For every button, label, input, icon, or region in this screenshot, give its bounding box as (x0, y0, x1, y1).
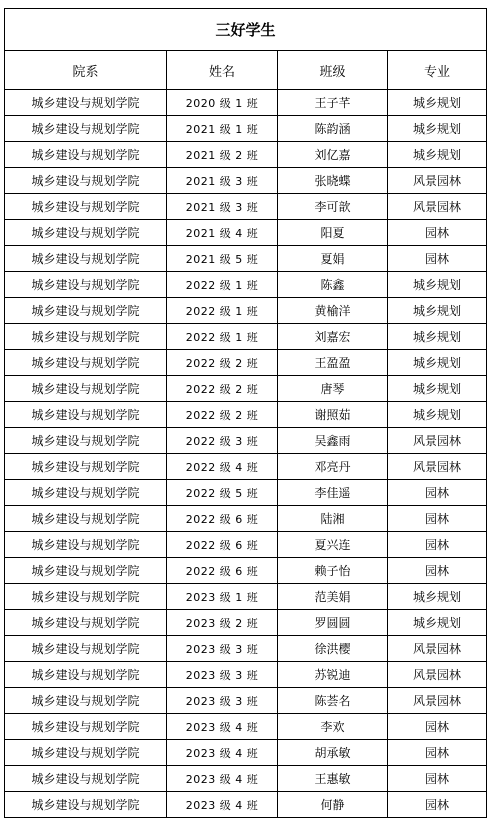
cell-department: 城乡建设与规划学院 (5, 168, 167, 194)
cell-class: 2023 级 4 班 (167, 714, 278, 740)
cell-department: 城乡建设与规划学院 (5, 532, 167, 558)
cell-department: 城乡建设与规划学院 (5, 428, 167, 454)
cell-department: 城乡建设与规划学院 (5, 220, 167, 246)
table-row (5, 90, 487, 116)
cell-department: 城乡建设与规划学院 (5, 766, 167, 792)
cell-class: 2021 级 1 班 (167, 116, 278, 142)
table-row (5, 402, 487, 428)
cell-name: 何静 (278, 792, 388, 818)
cell-department: 城乡建设与规划学院 (5, 610, 167, 636)
cell-major: 城乡规划 (388, 142, 487, 168)
cell-major: 园林 (388, 480, 487, 506)
cell-major: 风景园林 (388, 636, 487, 662)
cell-major: 园林 (388, 740, 487, 766)
cell-class: 2021 级 4 班 (167, 220, 278, 246)
cell-class: 2022 级 4 班 (167, 454, 278, 480)
table-row (5, 428, 487, 454)
cell-name: 邓亮丹 (278, 454, 388, 480)
cell-name: 胡承敏 (278, 740, 388, 766)
cell-major: 城乡规划 (388, 350, 487, 376)
cell-class: 2021 级 3 班 (167, 168, 278, 194)
header-class: 班级 (278, 51, 388, 90)
cell-name: 王惠敏 (278, 766, 388, 792)
cell-name: 吴鑫雨 (278, 428, 388, 454)
table-row (5, 376, 487, 402)
cell-name: 刘亿嘉 (278, 142, 388, 168)
table-row (5, 584, 487, 610)
cell-class: 2023 级 3 班 (167, 662, 278, 688)
cell-name: 陈鑫 (278, 272, 388, 298)
award-table (4, 8, 487, 818)
cell-department: 城乡建设与规划学院 (5, 402, 167, 428)
cell-major: 风景园林 (388, 454, 487, 480)
header-major: 专业 (388, 51, 487, 90)
table-row (5, 480, 487, 506)
table-row (5, 142, 487, 168)
cell-class: 2023 级 3 班 (167, 688, 278, 714)
cell-major: 风景园林 (388, 662, 487, 688)
table-row (5, 610, 487, 636)
table-row (5, 324, 487, 350)
cell-major: 城乡规划 (388, 272, 487, 298)
table-row (5, 688, 487, 714)
cell-major: 城乡规划 (388, 324, 487, 350)
cell-class: 2022 级 6 班 (167, 506, 278, 532)
cell-major: 城乡规划 (388, 298, 487, 324)
cell-name: 苏锐迪 (278, 662, 388, 688)
table-row (5, 220, 487, 246)
table-body (5, 90, 487, 818)
cell-class: 2022 级 6 班 (167, 558, 278, 584)
cell-major: 园林 (388, 766, 487, 792)
cell-name: 范美娟 (278, 584, 388, 610)
award-sheet (4, 8, 486, 818)
cell-class: 2023 级 4 班 (167, 740, 278, 766)
table-row (5, 168, 487, 194)
table-row (5, 506, 487, 532)
cell-name: 李佳遥 (278, 480, 388, 506)
cell-major: 城乡规划 (388, 584, 487, 610)
cell-name: 陈荟名 (278, 688, 388, 714)
cell-class: 2022 级 1 班 (167, 272, 278, 298)
cell-class: 2023 级 4 班 (167, 766, 278, 792)
cell-major: 园林 (388, 792, 487, 818)
cell-department: 城乡建设与规划学院 (5, 454, 167, 480)
cell-major: 园林 (388, 246, 487, 272)
cell-class: 2022 级 6 班 (167, 532, 278, 558)
cell-class: 2023 级 3 班 (167, 636, 278, 662)
cell-class: 2020 级 1 班 (167, 90, 278, 116)
cell-class: 2021 级 2 班 (167, 142, 278, 168)
table-row (5, 350, 487, 376)
cell-class: 2022 级 1 班 (167, 324, 278, 350)
table-row (5, 272, 487, 298)
cell-name: 谢照茹 (278, 402, 388, 428)
cell-department: 城乡建设与规划学院 (5, 688, 167, 714)
cell-name: 赖子怡 (278, 558, 388, 584)
cell-department: 城乡建设与规划学院 (5, 662, 167, 688)
cell-department: 城乡建设与规划学院 (5, 584, 167, 610)
cell-major: 风景园林 (388, 168, 487, 194)
cell-major: 城乡规划 (388, 610, 487, 636)
cell-department: 城乡建设与规划学院 (5, 194, 167, 220)
cell-class: 2022 级 2 班 (167, 350, 278, 376)
cell-name: 王盈盈 (278, 350, 388, 376)
cell-name: 刘嘉宏 (278, 324, 388, 350)
cell-class: 2023 级 1 班 (167, 584, 278, 610)
cell-name: 夏娟 (278, 246, 388, 272)
table-row (5, 194, 487, 220)
table-row (5, 116, 487, 142)
cell-name: 阳夏 (278, 220, 388, 246)
cell-major: 风景园林 (388, 428, 487, 454)
cell-class: 2022 级 2 班 (167, 376, 278, 402)
cell-class: 2023 级 2 班 (167, 610, 278, 636)
cell-name: 王子芊 (278, 90, 388, 116)
cell-department: 城乡建设与规划学院 (5, 506, 167, 532)
cell-name: 陆湘 (278, 506, 388, 532)
cell-major: 园林 (388, 558, 487, 584)
cell-department: 城乡建设与规划学院 (5, 246, 167, 272)
table-row (5, 792, 487, 818)
table-row (5, 454, 487, 480)
cell-department: 城乡建设与规划学院 (5, 792, 167, 818)
header-department: 院系 (5, 51, 167, 90)
header-name: 姓名 (167, 51, 278, 90)
cell-name: 张晓蝶 (278, 168, 388, 194)
cell-name: 李可歆 (278, 194, 388, 220)
cell-major: 风景园林 (388, 688, 487, 714)
table-row (5, 298, 487, 324)
table-row (5, 532, 487, 558)
cell-major: 园林 (388, 714, 487, 740)
cell-class: 2022 级 5 班 (167, 480, 278, 506)
cell-department: 城乡建设与规划学院 (5, 714, 167, 740)
cell-name: 陈韵涵 (278, 116, 388, 142)
cell-department: 城乡建设与规划学院 (5, 480, 167, 506)
cell-department: 城乡建设与规划学院 (5, 324, 167, 350)
cell-class: 2022 级 3 班 (167, 428, 278, 454)
cell-name: 徐洪樱 (278, 636, 388, 662)
cell-department: 城乡建设与规划学院 (5, 90, 167, 116)
cell-department: 城乡建设与规划学院 (5, 376, 167, 402)
cell-major: 园林 (388, 506, 487, 532)
cell-class: 2021 级 5 班 (167, 246, 278, 272)
cell-department: 城乡建设与规划学院 (5, 740, 167, 766)
cell-name: 夏兴连 (278, 532, 388, 558)
cell-name: 黄榆洋 (278, 298, 388, 324)
cell-department: 城乡建设与规划学院 (5, 298, 167, 324)
header-row (5, 51, 487, 90)
cell-major: 城乡规划 (388, 90, 487, 116)
cell-department: 城乡建设与规划学院 (5, 558, 167, 584)
table-row (5, 766, 487, 792)
table-row (5, 662, 487, 688)
table-row (5, 636, 487, 662)
cell-major: 园林 (388, 220, 487, 246)
cell-class: 2022 级 1 班 (167, 298, 278, 324)
cell-department: 城乡建设与规划学院 (5, 272, 167, 298)
cell-major: 城乡规划 (388, 116, 487, 142)
cell-name: 李欢 (278, 714, 388, 740)
cell-class: 2021 级 3 班 (167, 194, 278, 220)
table-row (5, 714, 487, 740)
cell-major: 风景园林 (388, 194, 487, 220)
cell-name: 唐琴 (278, 376, 388, 402)
cell-major: 城乡规划 (388, 376, 487, 402)
table-title: 三好学生 (5, 9, 487, 51)
cell-department: 城乡建设与规划学院 (5, 350, 167, 376)
cell-department: 城乡建设与规划学院 (5, 142, 167, 168)
cell-major: 城乡规划 (388, 402, 487, 428)
cell-department: 城乡建设与规划学院 (5, 636, 167, 662)
table-row (5, 740, 487, 766)
cell-name: 罗圆圆 (278, 610, 388, 636)
cell-class: 2023 级 4 班 (167, 792, 278, 818)
cell-class: 2022 级 2 班 (167, 402, 278, 428)
table-row (5, 246, 487, 272)
cell-major: 园林 (388, 532, 487, 558)
cell-department: 城乡建设与规划学院 (5, 116, 167, 142)
table-row (5, 558, 487, 584)
